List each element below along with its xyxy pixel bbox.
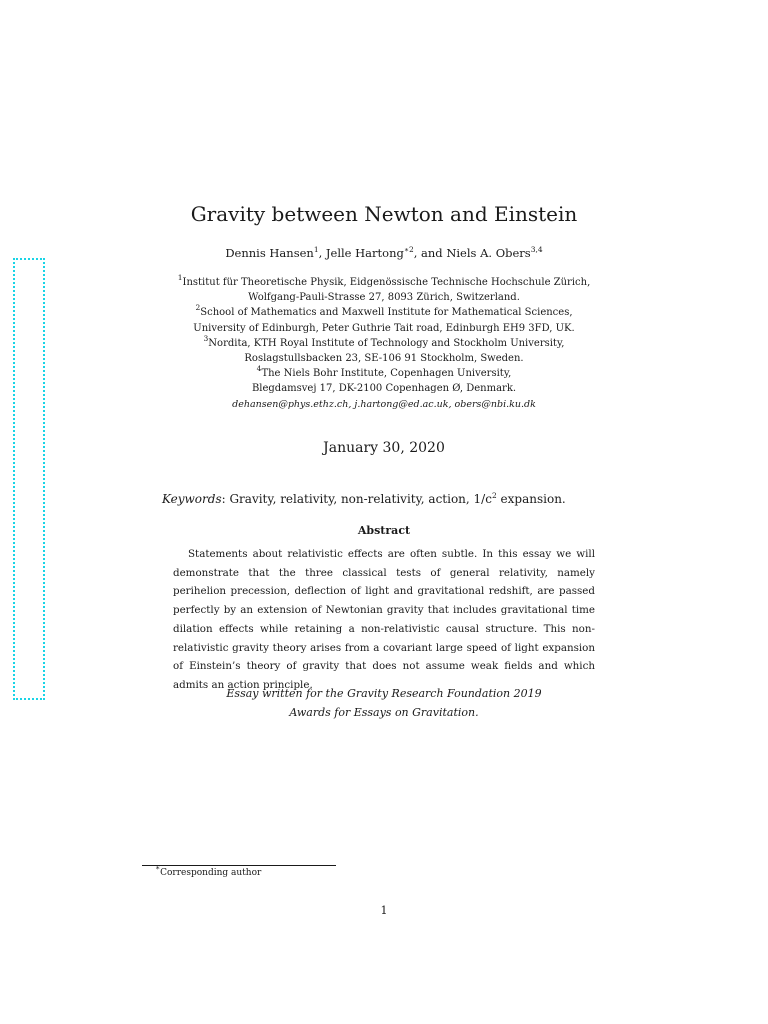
author-name: Niels A. Obers <box>446 246 531 260</box>
affiliation-line <box>0 305 768 320</box>
affiliation-line: Blegdamsvej 17, DK-2100 Copenhagen Ø, Denmark. <box>251 383 517 395</box>
author-mark: 1 <box>313 245 319 254</box>
affiliation-line <box>0 366 768 381</box>
footnote <box>155 863 262 880</box>
author-separator: , <box>318 246 326 260</box>
abstract-body: Statements about relativistic effects are often subtle. In this essay we will demonstrate that the three classical tests of general relativity, namely perihelion precession, deflection of light and gravitational redshift, are passed perfectly by an extension of Newtonian gravity that includes gravitational time dilation effects while retaining a non-relativistic causal structure. This non-relativistic gravity theory arises from a covariant large speed of light expansion of Einstein’s theory of gravity that does not assume weak fields and which admits an action principle. <box>173 548 595 691</box>
essay-note-line: Essay written for the Gravity Research Foundation 2019 <box>226 687 542 700</box>
keywords-text: : Gravity, relativity, non-relativity, action, 1/c <box>221 492 492 506</box>
page-number: 1 <box>380 904 388 917</box>
affiliations <box>0 275 768 412</box>
essay-note-line: Awards for Essays on Gravitation. <box>289 706 479 719</box>
footnote-rule <box>142 865 336 866</box>
affiliation-line: Roslagstullsbacken 23, SE-106 91 Stockholm, Sweden. <box>244 353 524 365</box>
author-name: Jelle Hartong <box>325 246 404 260</box>
affiliation-mark: 1 <box>177 273 183 282</box>
footnote-text: Corresponding author <box>160 868 262 878</box>
affiliation-line <box>0 275 768 290</box>
affiliation-text: Nordita, KTH Royal Institute of Technology and Stockholm University, <box>208 337 565 349</box>
keywords <box>162 491 612 508</box>
affiliation-line: University of Edinburgh, Peter Guthrie Tait road, Edinburgh EH9 3FD, UK. <box>193 322 575 334</box>
author-mark: 3,4 <box>530 245 543 254</box>
affiliation-mark: 3 <box>203 333 209 343</box>
author-list <box>0 245 768 261</box>
affiliation-text: School of Mathematics and Maxwell Institute for Mathematical Sciences, <box>200 307 573 319</box>
author-name: Dennis Hansen <box>225 246 314 260</box>
author-mark: ∗2 <box>403 245 414 254</box>
affiliation-mark: 4 <box>256 364 262 374</box>
affiliation-text: The Niels Bohr Institute, Copenhagen University, <box>261 368 512 380</box>
footnote-mark: ∗ <box>155 863 161 872</box>
affiliation-mark: 2 <box>195 303 201 313</box>
author-separator: , and <box>413 246 447 260</box>
paper-title: Gravity between Newton and Einstein <box>190 202 578 226</box>
abstract-heading: Abstract <box>357 524 411 537</box>
keywords-label: Keywords <box>162 492 222 506</box>
essay-note <box>0 684 768 722</box>
keywords-tail: expansion. <box>496 492 566 506</box>
affiliation-line: Wolfgang-Pauli-Strasse 27, 8093 Zürich, Switzerland. <box>248 292 520 304</box>
paper-date: January 30, 2020 <box>323 440 445 456</box>
author-emails: dehansen@phys.ethz.ch, j.hartong@ed.ac.uk, obers@nbi.ku.dk <box>232 398 536 410</box>
keywords-superscript: 2 <box>491 491 497 500</box>
affiliation-text: Institut für Theoretische Physik, Eidgenössische Technische Hochschule Zürich, <box>182 277 591 288</box>
affiliation-line <box>0 333 768 351</box>
